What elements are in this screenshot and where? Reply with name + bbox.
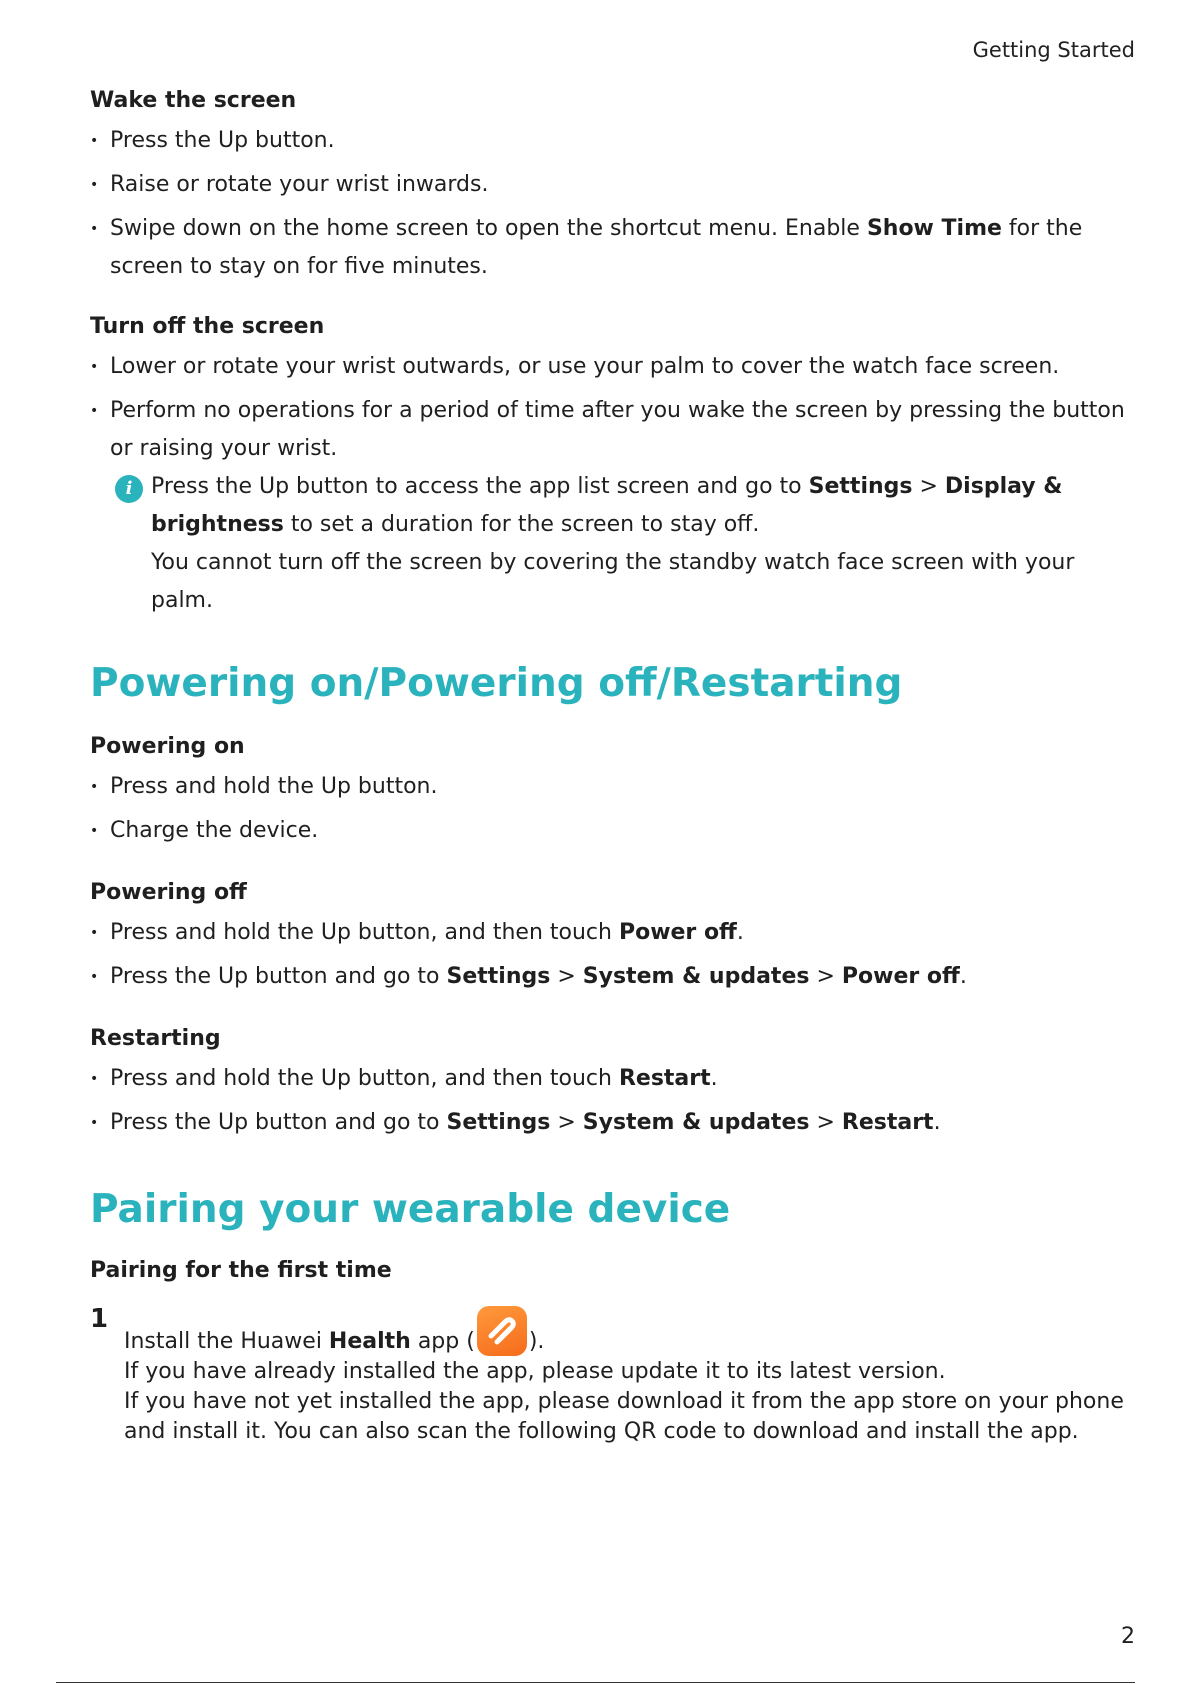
note-text: Press the Up button to access the app list screen and go to Settings > Display & brightness to set a duration for the screen to stay off. (151, 474, 1063, 537)
powering-heading: Powering on/Powering off/Restarting (90, 661, 903, 706)
pairing-heading: Pairing your wearable device (90, 1187, 731, 1232)
powering-on-title: Powering on (90, 734, 245, 759)
step-number: 1 (90, 1304, 109, 1334)
list-item: • Charge the device. (90, 812, 1130, 850)
pairing-first-time-title: Pairing for the first time (90, 1258, 392, 1283)
list-item: • Perform no operations for a period of time after you wake the screen by pressing the button or raising your wrist. (90, 392, 1130, 468)
turn-off-screen-list (90, 348, 1130, 468)
list-item: • Press and hold the Up button, and then touch Power off. (90, 914, 1130, 952)
list-item: • Lower or rotate your wrist outwards, or use your palm to cover the watch face screen. (90, 348, 1130, 386)
info-note (90, 468, 1130, 620)
list-item: • Press and hold the Up button. (90, 768, 1130, 806)
wake-screen-title: Wake the screen (90, 88, 297, 113)
powering-on-list (90, 768, 1130, 850)
pairing-step-1 (90, 1306, 1130, 1447)
list-item: • Raise or rotate your wrist inwards. (90, 166, 1130, 204)
list-item: • Press and hold the Up button, and then touch Restart. (90, 1060, 1130, 1098)
footer-divider (56, 1682, 1135, 1683)
restarting-list (90, 1060, 1130, 1142)
huawei-health-app-icon (477, 1306, 527, 1356)
powering-off-title: Powering off (90, 880, 247, 905)
list-item: • Swipe down on the home screen to open the shortcut menu. Enable Show Time for the screen to stay on for five minutes. (90, 210, 1130, 286)
list-item: • Press the Up button. (90, 122, 1130, 160)
note-text-2: You cannot turn off the screen by covering the standby watch face screen with your palm. (151, 550, 1075, 613)
step-line-2: If you have already installed the app, please update it to its latest version. (124, 1359, 946, 1384)
list-item: • Press the Up button and go to Settings > System & updates > Restart. (90, 1104, 1130, 1142)
restarting-title: Restarting (90, 1026, 221, 1051)
wake-screen-list (90, 122, 1130, 286)
page-number: 2 (1121, 1624, 1135, 1649)
step-line-1: Install the Huawei Health app ( ). (124, 1306, 1130, 1357)
info-icon: i (115, 475, 143, 503)
step-line-3: If you have not yet installed the app, please download it from the app store on your phone and install it. You can also scan the following QR code to download and install the app. (124, 1389, 1124, 1444)
powering-off-list (90, 914, 1130, 996)
running-header: Getting Started (972, 38, 1135, 62)
list-item: • Press the Up button and go to Settings > System & updates > Power off. (90, 958, 1130, 996)
turn-off-screen-title: Turn off the screen (90, 314, 325, 339)
page-content (90, 86, 1130, 1447)
